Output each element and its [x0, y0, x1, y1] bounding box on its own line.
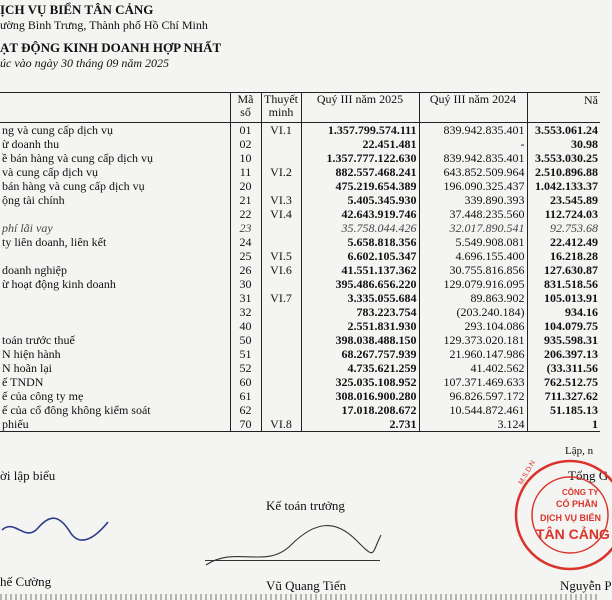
- row-value-q3-2024: 129.079.916.095: [419, 277, 527, 291]
- row-value-q3-2024: 129.373.020.181: [419, 333, 527, 347]
- row-code: 26: [230, 263, 261, 277]
- row-note: VI.1: [261, 123, 301, 138]
- accountant-title: Kế toán trưởng: [266, 498, 345, 513]
- row-value-q3-2025: 5.405.345.930: [301, 193, 419, 207]
- table-row: [0, 291, 600, 305]
- table-row: [0, 347, 600, 361]
- row-value-ytd: 831.518.56: [527, 277, 600, 291]
- table-row: [0, 389, 600, 403]
- preparer-name: hế Cường: [0, 574, 52, 589]
- row-code: 20: [230, 179, 261, 193]
- director-name: Nguyễn P: [560, 578, 612, 593]
- row-code: 70: [230, 417, 261, 432]
- row-note: [261, 137, 301, 151]
- row-label: [0, 319, 230, 333]
- row-value-q3-2025: 3.335.055.684: [301, 291, 419, 305]
- company-stamp: [500, 455, 610, 575]
- row-note: VI.3: [261, 193, 301, 207]
- table-row: [0, 403, 600, 417]
- row-value-ytd: 762.512.75: [527, 375, 600, 389]
- row-code: 11: [230, 165, 261, 179]
- row-note: [261, 333, 301, 347]
- row-label: N hiện hành: [2, 347, 61, 361]
- row-label: [0, 207, 230, 221]
- row-note: VI.2: [261, 165, 301, 179]
- row-code: 22: [230, 207, 261, 221]
- row-label: ừ doanh thu: [2, 137, 60, 151]
- table-row: [0, 165, 600, 179]
- row-note: [261, 347, 301, 361]
- row-note: [261, 319, 301, 333]
- row-value-ytd: 112.724.03: [527, 207, 600, 221]
- stamp-line3: DỊCH VỤ BIỂN: [540, 513, 602, 523]
- row-value-q3-2024: 30.755.816.856: [419, 263, 527, 277]
- row-value-q3-2024: 96.826.597.172: [419, 389, 527, 403]
- row-value-ytd: 105.013.91: [527, 291, 600, 305]
- row-note: [261, 221, 301, 235]
- row-note: VI.8: [261, 417, 301, 432]
- table-row: [0, 123, 600, 138]
- row-value-q3-2025: 395.486.656.220: [301, 277, 419, 291]
- row-code: 60: [230, 375, 261, 389]
- row-value-q3-2025: 17.018.208.672: [301, 403, 419, 417]
- table-row: [0, 305, 600, 319]
- row-value-q3-2025: 4.735.621.259: [301, 361, 419, 375]
- row-value-ytd: (33.311.56: [527, 361, 600, 375]
- company-name: ỊCH VỤ BIỂN TÂN CẢNG: [0, 2, 154, 17]
- row-label: N hoãn lại: [2, 361, 52, 375]
- table-row: [0, 319, 600, 333]
- row-code: 24: [230, 235, 261, 249]
- row-value-q3-2025: 42.643.919.746: [301, 207, 419, 221]
- row-value-ytd: 1: [527, 417, 600, 432]
- row-value-ytd: 2.510.896.88: [527, 165, 600, 179]
- row-label: doanh nghiệp: [2, 263, 67, 277]
- row-code: 21: [230, 193, 261, 207]
- row-value-q3-2024: 107.371.469.633: [419, 375, 527, 389]
- table-row: [0, 263, 600, 277]
- row-value-q3-2024: 196.090.325.437: [419, 179, 527, 193]
- stamp-line4: TÂN CẢNG: [536, 526, 610, 542]
- row-value-q3-2024: (203.240.184): [419, 305, 527, 319]
- table-row: [0, 151, 600, 165]
- row-value-ytd: 30.98: [527, 137, 600, 151]
- row-value-q3-2025: 2.731: [301, 417, 419, 432]
- row-label: bán hàng và cung cấp dịch vụ: [2, 179, 145, 193]
- row-label: [0, 249, 230, 263]
- row-value-q3-2025: 325.035.108.952: [301, 375, 419, 389]
- row-note: [261, 305, 301, 319]
- row-code: 31: [230, 291, 261, 305]
- row-label: ty liên doanh, liên kết: [2, 235, 107, 249]
- row-value-q3-2024: 293.104.086: [419, 319, 527, 333]
- col-header-q3-2025: Quý III năm 2025: [301, 93, 419, 123]
- row-value-ytd: 1.042.133.37: [527, 179, 600, 193]
- table-row: [0, 375, 600, 389]
- row-code: 02: [230, 137, 261, 151]
- row-value-q3-2024: 89.863.902: [419, 291, 527, 305]
- row-value-ytd: 935.598.31: [527, 333, 600, 347]
- row-value-q3-2024: 37.448.235.560: [419, 207, 527, 221]
- table-row: [0, 417, 600, 432]
- row-label: toán trước thuế: [2, 333, 75, 347]
- date-fragment: Lập, n: [565, 445, 594, 457]
- row-value-q3-2025: 308.016.900.280: [301, 389, 419, 403]
- row-value-q3-2024: 839.942.835.401: [419, 123, 527, 138]
- row-code: 32: [230, 305, 261, 319]
- row-label: [0, 291, 230, 305]
- row-code: 23: [230, 221, 261, 235]
- table-row: [0, 193, 600, 207]
- row-value-ytd: 934.16: [527, 305, 600, 319]
- col-header-note: Thuyết minh: [261, 93, 301, 123]
- row-value-q3-2024: 3.124: [419, 417, 527, 432]
- row-code: 30: [230, 277, 261, 291]
- table-row: [0, 235, 600, 249]
- row-value-ytd: 104.079.75: [527, 319, 600, 333]
- row-label: ừ hoạt động kinh doanh: [2, 277, 116, 291]
- row-label: ề bán hàng và cung cấp dịch vụ: [2, 151, 153, 165]
- stamp-line1: CÔNG TY: [562, 488, 599, 497]
- report-period: úc vào ngày 30 tháng 09 năm 2025: [0, 56, 169, 70]
- row-note: VI.4: [261, 207, 301, 221]
- row-label: ng và cung cấp dịch vụ: [2, 123, 113, 137]
- row-value-q3-2024: 32.017.890.541: [419, 221, 527, 235]
- accountant-name: Vũ Quang Tiến: [266, 578, 347, 593]
- row-value-q3-2024: 41.402.562: [419, 361, 527, 375]
- row-value-ytd: 51.185.13: [527, 403, 600, 417]
- row-code: 52: [230, 361, 261, 375]
- row-value-q3-2024: 4.696.155.400: [419, 249, 527, 263]
- row-label: ế của công ty mẹ: [2, 389, 84, 403]
- accountant-signature-line: [205, 560, 380, 561]
- row-value-ytd: 22.412.49: [527, 235, 600, 249]
- preparer-signature: [0, 508, 110, 548]
- row-value-q3-2024: 643.852.509.964: [419, 165, 527, 179]
- row-value-ytd: 23.545.89: [527, 193, 600, 207]
- table-row: [0, 249, 600, 263]
- row-note: VI.6: [261, 263, 301, 277]
- row-value-q3-2025: 35.758.044.426: [301, 221, 419, 235]
- row-value-ytd: 206.397.13: [527, 347, 600, 361]
- svg-text:M.S.D.N: M.S.D.N: [517, 459, 537, 486]
- row-value-q3-2025: 41.551.137.362: [301, 263, 419, 277]
- director-title: Tổng G: [568, 468, 609, 483]
- row-label: và cung cấp dịch vụ: [2, 165, 98, 179]
- row-value-q3-2025: 6.602.105.347: [301, 249, 419, 263]
- bottom-edge: [0, 594, 600, 600]
- report-title: ẠT ĐỘNG KINH DOANH HỢP NHẤT: [0, 40, 222, 55]
- row-note: VI.5: [261, 249, 301, 263]
- row-value-q3-2025: 2.551.831.930: [301, 319, 419, 333]
- row-code: 40: [230, 319, 261, 333]
- row-note: [261, 235, 301, 249]
- row-value-ytd: 3.553.030.25: [527, 151, 600, 165]
- row-value-ytd: 3.553.061.24: [527, 123, 600, 138]
- row-value-q3-2025: 1.357.777.122.630: [301, 151, 419, 165]
- row-code: 25: [230, 249, 261, 263]
- table-row: [0, 179, 600, 193]
- row-value-q3-2024: -: [419, 137, 527, 151]
- row-note: [261, 403, 301, 417]
- row-code: 01: [230, 123, 261, 138]
- row-value-q3-2025: 882.557.468.241: [301, 165, 419, 179]
- table-row: [0, 361, 600, 375]
- row-value-q3-2025: 398.038.488.150: [301, 333, 419, 347]
- row-label: ế của cổ đông không kiểm soát: [2, 403, 151, 417]
- row-value-q3-2024: 339.890.393: [419, 193, 527, 207]
- row-value-q3-2025: 783.223.754: [301, 305, 419, 319]
- col-header-q3-2024: Quý III năm 2024: [419, 93, 527, 123]
- row-value-q3-2025: 1.357.799.574.111: [301, 123, 419, 138]
- col-header-ytd: Nă: [527, 93, 600, 123]
- row-note: [261, 179, 301, 193]
- row-code: 62: [230, 403, 261, 417]
- row-note: [261, 375, 301, 389]
- row-code: 51: [230, 347, 261, 361]
- row-value-q3-2025: 22.451.481: [301, 137, 419, 151]
- stamp-line2: CỔ PHẦN: [556, 499, 598, 509]
- row-note: [261, 151, 301, 165]
- row-value-ytd: 92.753.68: [527, 221, 600, 235]
- row-label: ộng tài chính: [2, 193, 65, 207]
- row-label: ế TNDN: [2, 375, 44, 389]
- row-value-q3-2025: 68.267.757.939: [301, 347, 419, 361]
- company-address: ường Bình Trưng, Thành phố Hồ Chí Minh: [0, 18, 208, 32]
- row-code: 10: [230, 151, 261, 165]
- row-note: [261, 389, 301, 403]
- row-value-ytd: 127.630.87: [527, 263, 600, 277]
- row-value-q3-2024: 839.942.835.401: [419, 151, 527, 165]
- row-label: phí lãi vay: [2, 221, 53, 235]
- table-row: [0, 221, 600, 235]
- row-code: 61: [230, 389, 261, 403]
- table-row: [0, 277, 600, 291]
- table-row: [0, 207, 600, 221]
- preparer-title: ời lập biểu: [0, 468, 56, 483]
- row-value-ytd: 711.327.62: [527, 389, 600, 403]
- row-value-q3-2025: 5.658.818.356: [301, 235, 419, 249]
- row-value-q3-2024: 21.960.147.986: [419, 347, 527, 361]
- col-header-item: [0, 93, 230, 123]
- row-label: [0, 305, 230, 319]
- income-statement-table: [0, 92, 600, 432]
- row-value-q3-2024: 5.549.908.081: [419, 235, 527, 249]
- table-row: [0, 137, 600, 151]
- accountant-signature: [196, 515, 386, 575]
- row-note: VI.7: [261, 291, 301, 305]
- row-value-q3-2024: 10.544.872.461: [419, 403, 527, 417]
- row-value-q3-2025: 475.219.654.389: [301, 179, 419, 193]
- row-note: [261, 277, 301, 291]
- row-code: 50: [230, 333, 261, 347]
- row-value-ytd: 16.218.28: [527, 249, 600, 263]
- table-row: [0, 333, 600, 347]
- col-header-code: Mã số: [230, 93, 261, 123]
- row-note: [261, 361, 301, 375]
- row-label: phiếu: [0, 417, 230, 432]
